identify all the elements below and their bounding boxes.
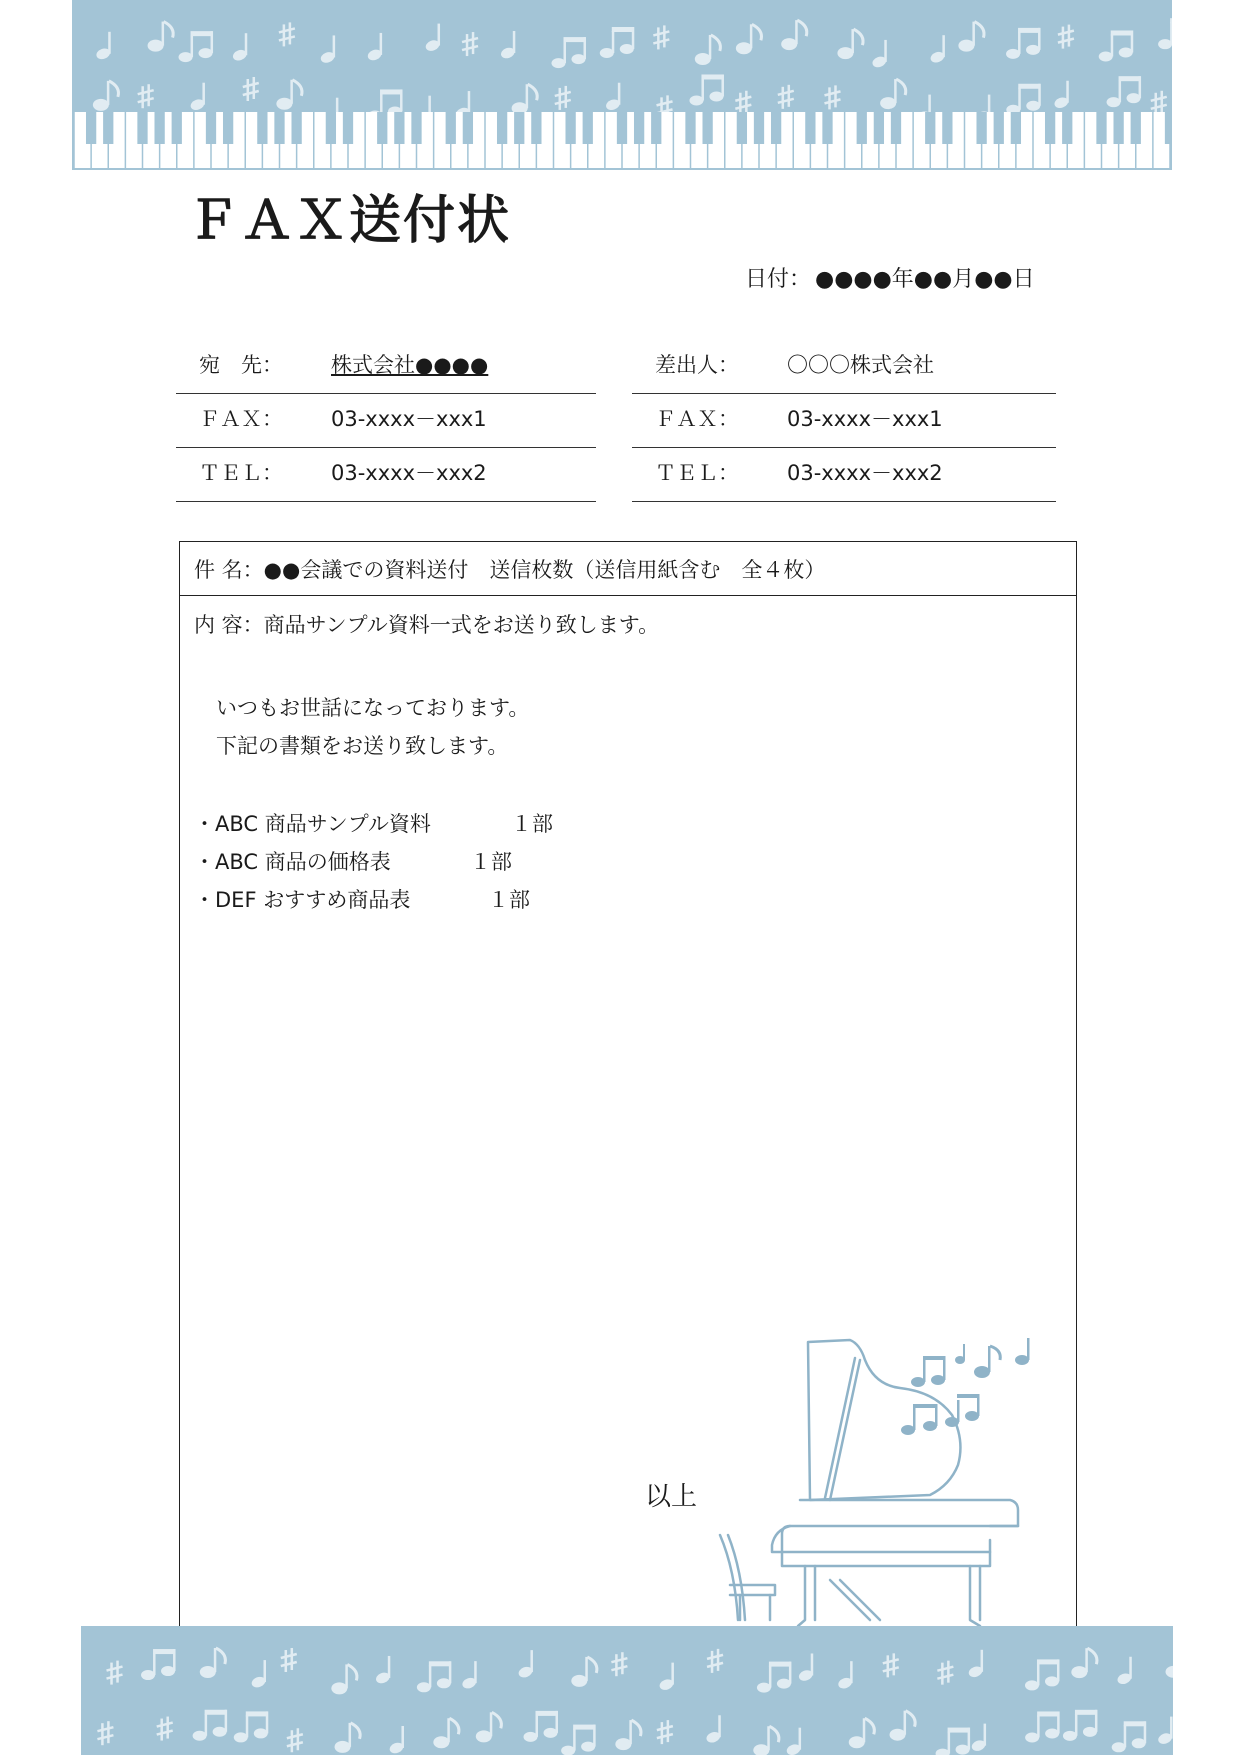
greeting-line-1: いつもお世話になっております。 [216, 696, 530, 720]
sender-tel-value: 03-xxxx－xxx2 [787, 461, 943, 485]
list-item-qty: １部 [488, 888, 530, 912]
list-item: ・DEF おすすめ商品表 [194, 888, 411, 912]
grand-piano-icon [690, 1330, 1050, 1630]
sender-from-value: 〇〇〇株式会社 [787, 353, 934, 377]
sender-tel-row [632, 447, 1056, 502]
sender-fax-label: ＦＡＸ： [655, 407, 739, 431]
recipient-to-row [176, 339, 596, 394]
bottom-music-band [81, 1626, 1173, 1755]
music-note-icon [81, 1626, 1173, 1755]
recipient-tel-label: ＴＥＬ： [199, 461, 283, 485]
recipient-block [176, 339, 596, 495]
recipient-to-value: 株式会社●●●● [331, 353, 489, 377]
page-title: ＦＡＸ送付状 [187, 191, 512, 251]
greeting-line-2: 下記の書類をお送り致します。 [216, 734, 509, 758]
recipient-fax-label: ＦＡＸ： [199, 407, 283, 431]
sender-block [632, 339, 1056, 495]
list-item: ・ABC 商品の価格表 [194, 850, 391, 874]
list-item: ・ABC 商品サンプル資料 [194, 812, 431, 836]
recipient-to-label: 宛 先： [199, 353, 283, 377]
sender-tel-label: ＴＥＬ： [655, 461, 739, 485]
date-line [745, 262, 1039, 293]
sender-fax-value: 03-xxxx－xxx1 [787, 407, 943, 431]
recipient-fax-value: 03-xxxx－xxx1 [331, 407, 487, 431]
recipient-tel-value: 03-xxxx－xxx2 [331, 461, 487, 485]
content-line: 内 容：商品サンプル資料一式をお送り致します。 [194, 613, 660, 637]
recipient-tel-row [176, 447, 596, 502]
list-item-qty: １部 [511, 812, 553, 836]
top-music-band [72, 0, 1172, 112]
piano-keys-icon [72, 112, 1172, 170]
sender-fax-row [632, 393, 1056, 448]
sender-from-row [632, 339, 1056, 394]
date-label: 日付： [745, 267, 812, 292]
sender-from-label: 差出人： [655, 353, 739, 377]
date-value: ●●●●年●●月●●日 [815, 267, 1035, 292]
music-note-icon [72, 0, 1172, 112]
subject-line: 件 名：●●会議での資料送付 送信枚数（送信用紙含む 全４枚） [180, 542, 1076, 596]
closing-text: 以上 [645, 1482, 698, 1512]
recipient-fax-row [176, 393, 596, 448]
list-item-qty: １部 [470, 850, 512, 874]
